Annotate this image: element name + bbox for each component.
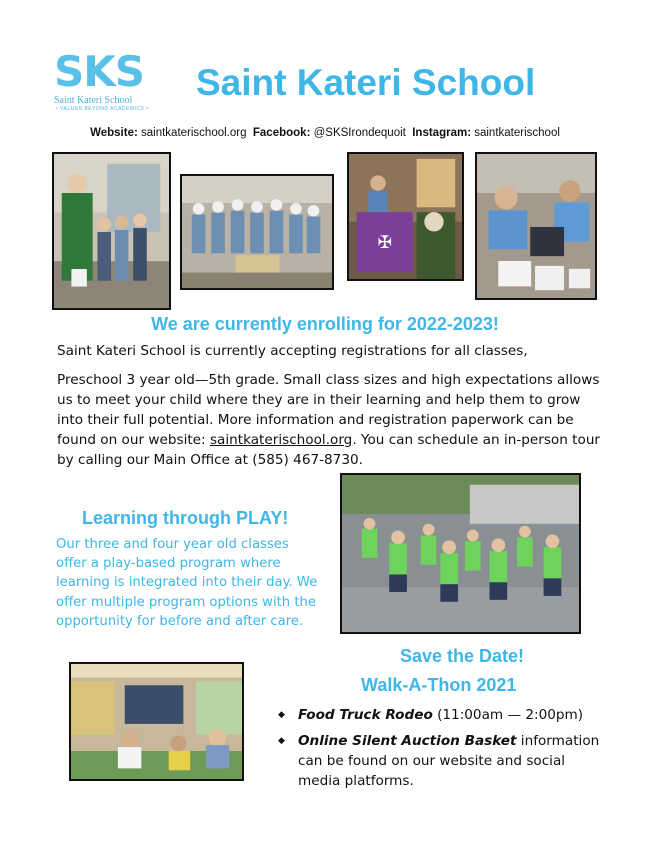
event-item-title: Online Silent Auction Basket xyxy=(298,733,517,749)
enrollment-text-after: . You can schedule an in-person tour by calling our Main Office at (585) 467-8730. xyxy=(57,432,601,468)
enrollment-text: Preschool 3 year old—5th grade. Small class sizes and high expectations allows us to meet your child where they are in their learning and help them to grow into their full potential. More information and registration paperwork can be found on our website: xyxy=(57,372,600,448)
facebook-value: @SKSIrondequoit xyxy=(313,127,406,139)
photo-priest-students xyxy=(52,152,171,310)
contact-line xyxy=(0,127,650,139)
school-logo xyxy=(52,47,149,112)
diamond-bullet-icon: ◆ xyxy=(278,710,285,720)
event-item-title: Food Truck Rodeo xyxy=(298,707,433,723)
logo-mark: SKS xyxy=(54,47,145,96)
diamond-bullet-icon: ◆ xyxy=(278,736,285,746)
walk-a-thon-heading: Walk-A-Thon 2021 xyxy=(361,675,517,695)
instagram-label: Instagram: xyxy=(412,127,472,139)
logo-tagline: • VALUES BEYOND ACADEMICS • xyxy=(56,106,149,112)
website-link[interactable]: saintkaterischool.org xyxy=(209,432,353,448)
page-title: Saint Kateri School xyxy=(196,62,536,103)
save-the-date-heading: Save the Date! xyxy=(400,646,525,666)
website-value: saintkaterischool.org xyxy=(141,127,247,139)
logo-name: Saint Kateri School xyxy=(54,95,133,106)
photo-students-floor xyxy=(475,152,597,300)
list-item xyxy=(278,731,608,791)
event-item-detail: information can be found on our website and social media platforms. xyxy=(298,733,600,789)
photo-class-group xyxy=(180,174,334,290)
instagram-value: saintkaterischool xyxy=(474,127,560,139)
enrollment-intro: Saint Kateri School is currently accepting registrations for all classes, xyxy=(57,343,528,359)
play-body: Our three and four year old classes offer a play-based program where learning is integrated into their day. We offer multiple program options with the opportunity for before and after care. xyxy=(56,537,318,629)
enrollment-body xyxy=(57,341,602,470)
website-label: Website: xyxy=(90,127,138,139)
list-item xyxy=(278,705,608,725)
play-heading: Learning through PLAY! xyxy=(82,508,289,528)
event-list xyxy=(278,705,608,797)
enrollment-heading: We are currently enrolling for 2022-2023! xyxy=(151,314,499,334)
photo-classroom xyxy=(69,662,244,781)
event-item-detail: (11:00am — 2:00pm) xyxy=(432,707,584,723)
facebook-label: Facebook: xyxy=(252,127,311,139)
photo-chapel-altar xyxy=(347,152,464,281)
svg-text:✠: ✠ xyxy=(377,232,393,254)
photo-walk-a-thon xyxy=(340,473,581,634)
